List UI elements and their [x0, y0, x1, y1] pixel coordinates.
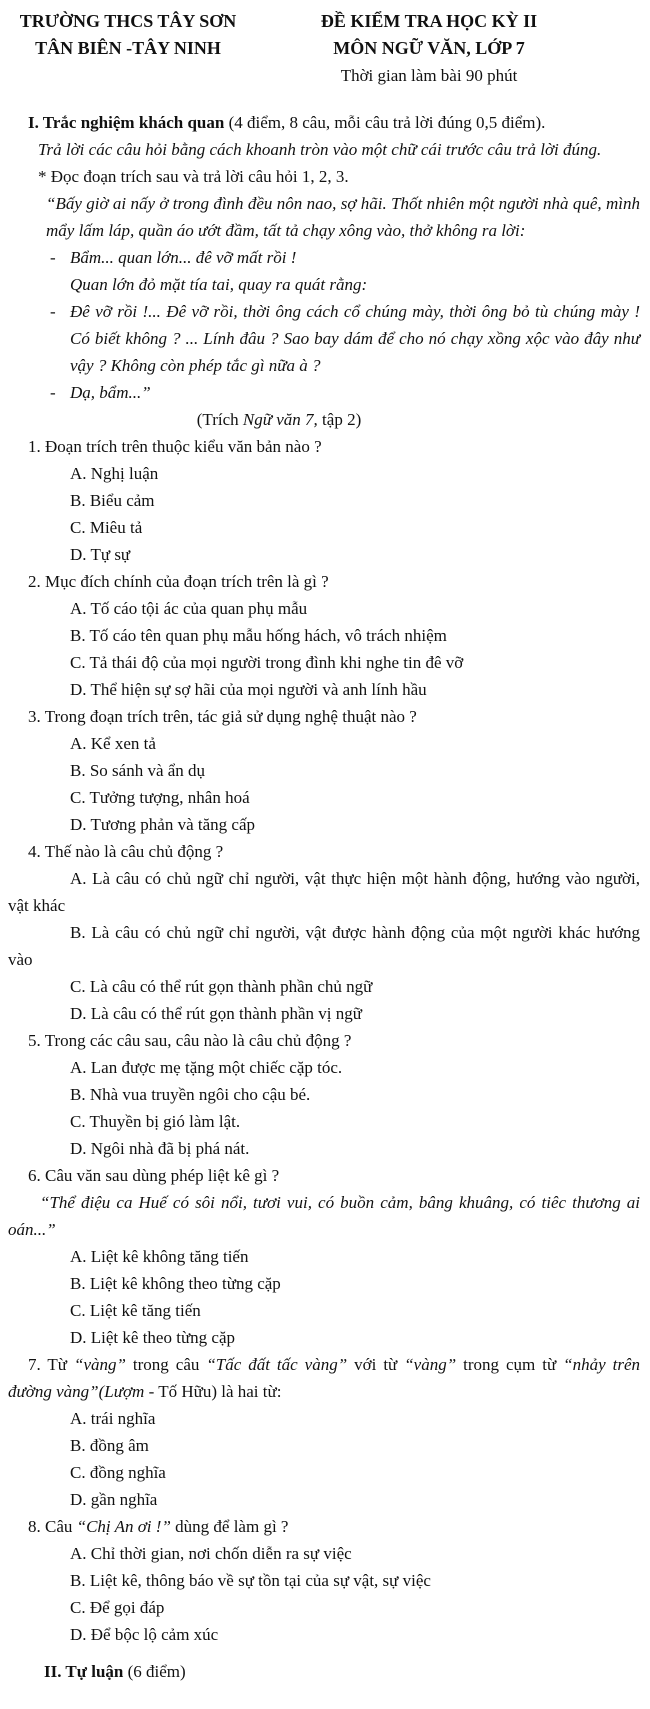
- question-7-stem: - Tố Hữu) là hai từ:: [144, 1382, 282, 1401]
- question-7-option-b: B. đồng âm: [70, 1436, 149, 1455]
- passage-dialogue-line: [70, 271, 640, 298]
- question-1: [8, 433, 640, 568]
- question-2-option-d: D. Thể hiện sự sợ hãi của mọi người và anh lính hầu: [70, 680, 427, 699]
- title-block: [248, 8, 640, 89]
- section2-heading-detail: (6 điểm): [123, 1662, 186, 1681]
- question-8-option-d: D. Để bộc lộ cảm xúc: [70, 1625, 219, 1644]
- question-5-stem: 5. Trong các câu sau, câu nào là câu chủ động ?: [28, 1031, 352, 1050]
- question-4-stem: 4. Thế nào là câu chủ động ?: [28, 842, 224, 861]
- reading-note: * Đọc đoạn trích sau và trả lời câu hỏi 1, 2, 3.: [38, 167, 349, 186]
- exam-title: ĐỀ KIỂM TRA HỌC KỲ II: [320, 11, 538, 31]
- reading-passage: [8, 190, 640, 406]
- passage-citation: [8, 406, 640, 433]
- question-7-stem: 7. Từ: [28, 1355, 74, 1374]
- question-2-text: [8, 568, 640, 595]
- question-5-text: [8, 1027, 640, 1054]
- question-3-option-b: B. So sánh và ẩn dụ: [70, 761, 206, 780]
- question-2: [8, 568, 640, 703]
- question-8-text: [8, 1513, 640, 1540]
- section2-heading: [8, 1658, 640, 1685]
- citation-book: Ngữ văn 7,: [242, 410, 318, 429]
- school-block: [8, 8, 248, 89]
- question-3-option-d: D. Tương phản và tăng cấp: [70, 815, 256, 834]
- question-4-text: [8, 838, 640, 865]
- question-8-stem: 8. Câu: [28, 1517, 77, 1536]
- question-6-text: [8, 1162, 640, 1189]
- question-5-option-d: D. Ngôi nhà đã bị phá nát.: [70, 1139, 250, 1158]
- question-2-stem: 2. Mục đích chính của đoạn trích trên là gì ?: [28, 572, 329, 591]
- question-3: [8, 703, 640, 838]
- exam-subject: MÔN NGỮ VĂN, LỚP 7: [333, 38, 525, 58]
- citation-prefix: (Trích: [196, 410, 243, 429]
- question-4-option-c: C. Là câu có thể rút gọn thành phần chủ ngữ: [70, 977, 373, 996]
- question-2-option-c: C. Tả thái độ của mọi người trong đình khi nghe tin đê vỡ: [70, 653, 464, 672]
- section1-heading-title: I. Trắc nghiệm khách quan: [28, 113, 225, 132]
- section1-heading: [8, 109, 640, 136]
- question-7-text: [8, 1351, 640, 1405]
- citation-suffix: tập 2): [317, 410, 362, 429]
- dialogue-dash: -: [50, 383, 56, 402]
- question-7-stem: trong câu: [125, 1355, 207, 1374]
- question-7-stem: với từ: [347, 1355, 405, 1374]
- question-6-option-a: A. Liệt kê không tăng tiến: [70, 1247, 249, 1266]
- passage-dialogue-line: [50, 298, 640, 379]
- question-4-option-b: B. Là câu có chủ ngữ chỉ người, vật được hành động của một người khác hướng vào: [8, 923, 640, 969]
- school-location: TÂN BIÊN -TÂY NINH: [35, 38, 221, 58]
- question-3-text: [8, 703, 640, 730]
- dialogue-dash: -: [50, 302, 56, 321]
- question-6-option-c: C. Liệt kê tăng tiến: [70, 1301, 201, 1320]
- question-1-stem: 1. Đoạn trích trên thuộc kiểu văn bản nào ?: [28, 437, 322, 456]
- question-7-quoted-word: “vàng”: [73, 1355, 126, 1374]
- question-3-stem: 3. Trong đoạn trích trên, tác giả sử dụng nghệ thuật nào ?: [28, 707, 417, 726]
- question-8-option-b: B. Liệt kê, thông báo về sự tồn tại của sự vật, sự việc: [70, 1571, 431, 1590]
- question-6-option-b: B. Liệt kê không theo từng cặp: [70, 1274, 281, 1293]
- dialogue-text: Bẩm... quan lớn... đê vỡ mất rồi !: [70, 248, 297, 267]
- question-8-quoted-phrase: “Chị An ơi !”: [76, 1517, 171, 1536]
- question-5-option-b: B. Nhà vua truyền ngôi cho cậu bé.: [70, 1085, 311, 1104]
- question-5-option-a: A. Lan được mẹ tặng một chiếc cặp tóc.: [70, 1058, 343, 1077]
- question-6: [8, 1162, 640, 1351]
- question-7-option-a: A. trái nghĩa: [70, 1409, 156, 1428]
- question-1-option-a: A. Nghị luận: [70, 464, 159, 483]
- question-7-stem: trong cụm từ: [456, 1355, 564, 1374]
- question-7-quoted-word: “vàng”: [404, 1355, 457, 1374]
- question-6-quote: “Thể điệu ca Huế có sôi nổi, tươi vui, có buồn cảm, bâng khuâng, có tiêc thương ai oán...”: [8, 1193, 640, 1239]
- question-7-option-c: C. đồng nghĩa: [70, 1463, 166, 1482]
- dialogue-text: Đê vỡ rồi !... Đê vỡ rồi, thời ông cách cổ chúng mày, thời ông bỏ tù chúng mày ! Có biết không ? ... Lính đâu ? Sao bay dám để cho nó chạy xồng xộc vào đây như vậy ? Không còn phép tắc gì nữa à ?: [70, 302, 640, 375]
- question-4: [8, 838, 640, 1027]
- question-8-option-c: C. Để gọi đáp: [70, 1598, 165, 1617]
- question-4-option-a: A. Là câu có chủ ngữ chỉ người, vật thực hiện một hành động, hướng vào người, vật khác: [8, 869, 640, 915]
- question-6-stem: 6. Câu văn sau dùng phép liệt kê gì ?: [28, 1166, 280, 1185]
- question-1-option-b: B. Biểu cảm: [70, 491, 155, 510]
- question-6-option-d: D. Liệt kê theo từng cặp: [70, 1328, 235, 1347]
- question-1-option-c: C. Miêu tả: [70, 518, 143, 537]
- dialogue-text: Dạ, bẩm...”: [70, 383, 151, 402]
- question-1-text: [8, 433, 640, 460]
- passage-paragraph: “Bấy giờ ai nấy ở trong đình đều nôn nao, sợ hãi. Thốt nhiên một người nhà quê, mình mẩy lấm láp, quần áo ướt đầm, tất tả chạy xông vào, thở không ra lời:: [46, 194, 640, 240]
- passage-dialogue-line: [50, 244, 640, 271]
- question-8-option-a: A. Chỉ thời gian, nơi chốn diễn ra sự việc: [70, 1544, 352, 1563]
- question-2-option-a: A. Tố cáo tội ác của quan phụ mẫu: [70, 599, 308, 618]
- question-7-quoted-phrase: “Tấc đất tấc vàng”: [206, 1355, 348, 1374]
- question-5: [8, 1027, 640, 1162]
- section1-instruction: Trả lời các câu hỏi bằng cách khoanh tròn vào một chữ cái trước câu trả lời đúng.: [38, 140, 602, 159]
- question-1-option-d: D. Tự sự: [70, 545, 131, 564]
- question-8-stem: dùng để làm gì ?: [170, 1517, 289, 1536]
- dialogue-dash: -: [50, 248, 56, 267]
- exam-duration: Thời gian làm bài 90 phút: [340, 66, 518, 85]
- question-5-option-c: C. Thuyền bị gió làm lật.: [70, 1112, 241, 1131]
- question-2-option-b: B. Tố cáo tên quan phụ mẫu hống hách, vô trách nhiệm: [70, 626, 447, 645]
- question-4-option-d: D. Là câu có thể rút gọn thành phần vị ngữ: [70, 1004, 362, 1023]
- school-name: TRƯỜNG THCS TÂY SƠN: [19, 11, 237, 31]
- question-3-option-a: A. Kể xen tả: [70, 734, 156, 753]
- section2-heading-title: II. Tự luận: [44, 1662, 124, 1681]
- question-3-option-c: C. Tưởng tượng, nhân hoá: [70, 788, 250, 807]
- exam-header: [8, 8, 640, 89]
- question-8: [8, 1513, 640, 1648]
- question-7: [8, 1351, 640, 1513]
- question-7-quoted-phrase: “nhảy trên đường vàng”(Lượm: [8, 1355, 640, 1401]
- question-7-option-d: D. gần nghĩa: [70, 1490, 158, 1509]
- dialogue-text: Quan lớn đỏ mặt tía tai, quay ra quát rằng:: [70, 275, 368, 294]
- section1-heading-detail: (4 điểm, 8 câu, mỗi câu trả lời đúng 0,5 điểm).: [224, 113, 546, 132]
- passage-dialogue-line: [50, 379, 640, 406]
